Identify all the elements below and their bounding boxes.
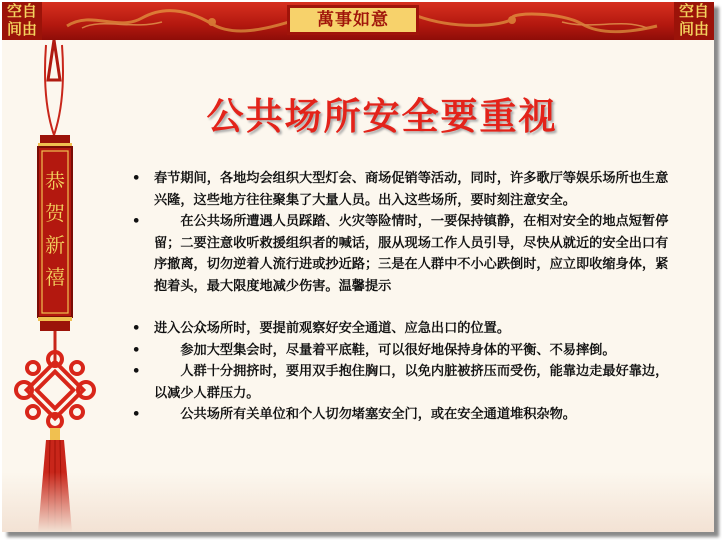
bullet-dot: • [132,171,141,186]
chinese-knot-ornament [2,40,122,532]
content-body [132,168,672,426]
banner-text: 萬事如意 [317,10,389,30]
list-item [132,404,672,426]
list-item-text: 参加大型集会时，尽量着平底鞋，可以很好地保持身体的平衡、不易摔倒。 [154,342,616,358]
list-item-text: 在公共场所遭遇人员踩踏、火灾等险情时，一要保持镇静，在相对安全的地点短暂停留；二要注意收听救援组织者的喊话，服从现场工作人员引导，尽快从就近的安全出口有序撤离，切勿逆着人流行进或抄近路；三是在人群中不小心跌倒时，应立即收缩身体，紧抱着头，最大限度地减少伤害。温馨提示 [154,214,669,294]
list-item-text: 人群十分拥挤时，要用双手抱住胸口，以免内脏被挤压而受伤，能靠边走最好靠边，以减少人群压力。 [154,364,669,401]
tag-char-3: 新 [45,233,65,257]
tag-char-4: 禧 [45,265,65,289]
list-item [132,340,672,362]
tag-char-2: 贺 [45,201,65,225]
bottom-fade [2,472,714,532]
corner-label-left: 空自 间由 [2,2,42,40]
list-item-text: 春节期间，各地均会组织大型灯会、商场促销等活动，同时，许多歌厅等娱乐场所也生意兴隆，这些地方往往聚集了大量人员。出入这些场所，要时刻注意安全。 [154,171,669,208]
bullet-dot: • [132,321,141,336]
bullet-dot: • [132,342,141,358]
header-banner [287,5,419,35]
slide [2,2,714,532]
bullet-dot: • [132,214,141,229]
list-item-text: 公共场所有关单位和个人切勿堵塞安全门，或在安全通道堆积杂物。 [154,407,576,422]
list-item [132,168,672,211]
list-item [132,211,672,297]
bullet-dot: • [132,407,141,422]
tag-char-1: 恭 [45,169,65,193]
dragon-pattern-left [62,8,312,34]
bullet-dot: • [132,364,141,379]
list-item [132,318,672,340]
list-item-text: 进入公众场所时，要提前观察好安全通道、应急出口的位置。 [154,321,511,336]
corner-label-right: 空自 间由 [674,2,714,40]
header-bar [2,2,714,40]
dragon-pattern-right [412,8,662,34]
list-item [132,361,672,404]
page-title: 公共场所安全要重视 [206,94,558,138]
